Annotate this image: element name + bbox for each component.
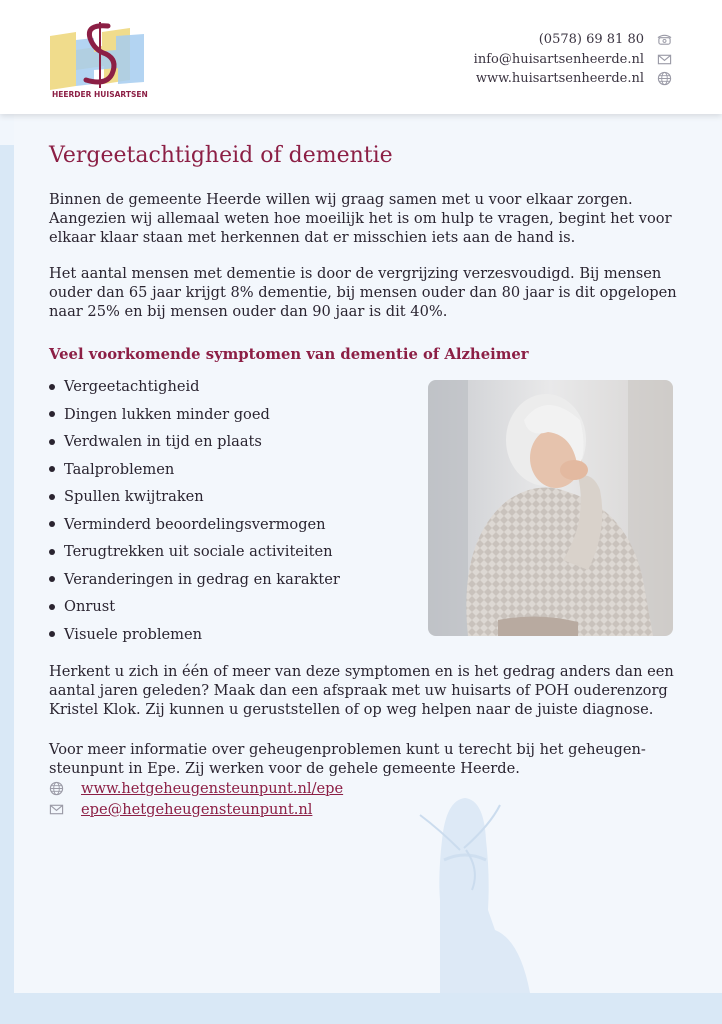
contact-email-row [474, 50, 672, 70]
list-item: Veranderingen in gedrag en karakter [49, 566, 340, 594]
email-address[interactable]: info@huisartsenheerde.nl [473, 51, 644, 67]
bullet-icon [49, 439, 55, 445]
email-icon [657, 52, 672, 67]
svg-text:HEERDER HUISARTSEN: HEERDER HUISARTSEN [52, 90, 148, 99]
list-item: Vergeetachtigheid [49, 373, 340, 401]
list-item: Dingen lukken minder goed [49, 401, 340, 429]
list-item: Verminderd beoordelingsvermogen [49, 511, 340, 539]
heerder-huisartsen-logo [46, 20, 150, 100]
elderly-woman-photo [428, 380, 673, 636]
globe-icon [657, 71, 672, 86]
bullet-icon [49, 631, 55, 637]
globe-icon [49, 781, 64, 796]
bullet-icon [49, 384, 55, 390]
list-item: Visuele problemen [49, 621, 340, 649]
bullet-icon [49, 494, 55, 500]
bullet-icon [49, 411, 55, 417]
list-item: Onrust [49, 593, 340, 621]
contact-block [474, 30, 672, 89]
bullet-icon [49, 466, 55, 472]
bullet-icon [49, 549, 55, 555]
symptoms-heading: Veel voorkomende symptomen van dementie of Alzheimer [49, 346, 529, 363]
contact-phone-row [474, 30, 672, 50]
list-item: Verdwalen in tijd en plaats [49, 428, 340, 456]
bottom-accent-bar [0, 993, 722, 1024]
email-link-row [49, 801, 312, 818]
left-accent-bar [0, 145, 14, 995]
more-info-paragraph: Voor meer informatie over geheugenproblemen kunt u terecht bij het geheugen-steunpunt in Epe. Zij werken voor de gehele gemeente Heerde. [49, 741, 646, 777]
page-header [0, 0, 722, 114]
phone-icon [657, 32, 672, 47]
finger-string-watermark [380, 780, 550, 993]
geheugensteunpunt-email-link[interactable]: epe@hetgeheugensteunpunt.nl [81, 801, 313, 818]
contact-website-row [474, 69, 672, 89]
bullet-icon [49, 604, 55, 610]
intro-paragraph: Binnen de gemeente Heerde willen wij graag samen met u voor elkaar zorgen. Aangezien wij allemaal weten hoe moeilijk het is om hulp te vragen, begint het voor elkaar klaar staan met herkennen dat er misschien iets aan de hand is. [49, 191, 672, 246]
stats-paragraph: Het aantal mensen met dementie is door de vergrijzing verzesvoudigd. Bij mensen ouder dan 65 jaar krijgt 8% dementie, bij mensen ouder dan 80 jaar is dit opgelopen naar 25% en bij mensen ouder dan 90 jaar is dit 40%. [49, 265, 677, 320]
page-title: Vergeetachtigheid of dementie [49, 143, 393, 168]
bullet-icon [49, 576, 55, 582]
email-icon [49, 802, 64, 817]
bullet-icon [49, 521, 55, 527]
list-item: Terugtrekken uit sociale activiteiten [49, 538, 340, 566]
website-link-row [49, 780, 343, 797]
phone-number[interactable]: (0578) 69 81 80 [538, 32, 644, 47]
advice-paragraph: Herkent u zich in één of meer van deze symptomen en is het gedrag anders dan een aantal jaren geleden? Maak dan een afspraak met uw huisarts of POH ouderenzorg Kristel Klok. Zij kunnen u geruststellen of op weg helpen naar de juiste diagnose. [49, 663, 674, 718]
list-item: Spullen kwijtraken [49, 483, 340, 511]
list-item: Taalproblemen [49, 456, 340, 484]
geheugensteunpunt-website-link[interactable]: www.hetgeheugensteunpunt.nl/epe [81, 780, 344, 797]
website-address[interactable]: www.huisartsenheerde.nl [475, 71, 644, 86]
symptoms-list [49, 373, 340, 648]
